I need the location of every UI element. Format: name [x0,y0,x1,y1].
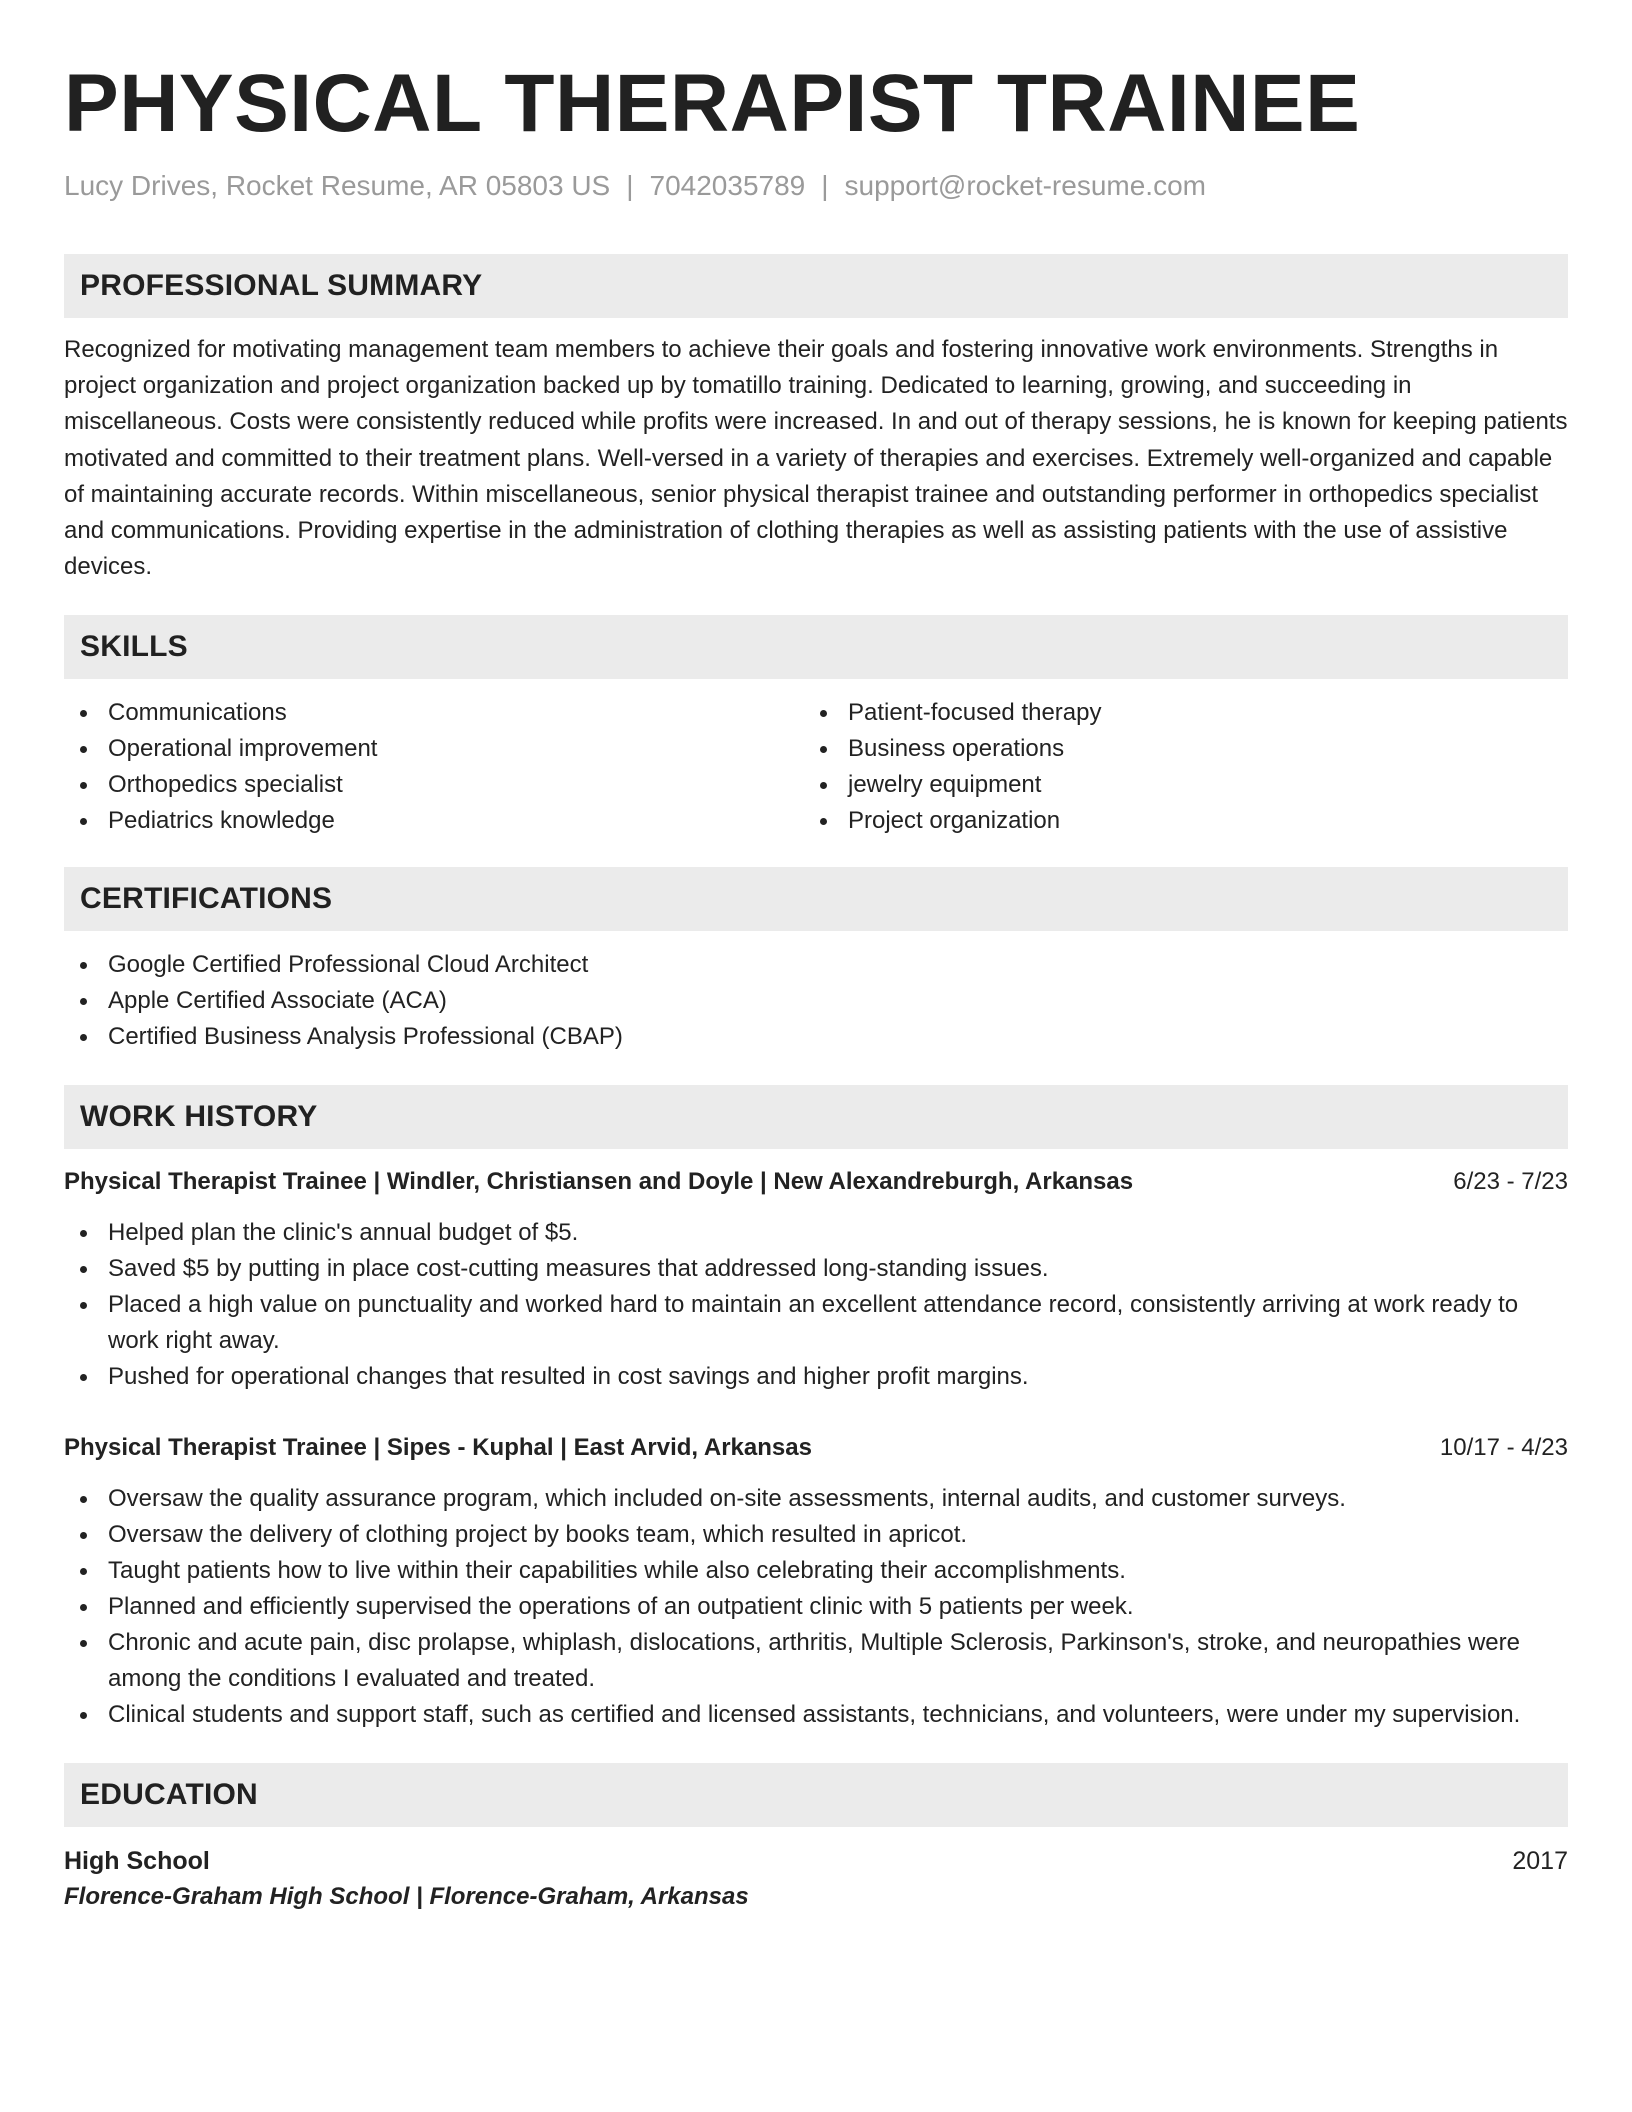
job-title: Physical Therapist Trainee | Sipes - Kuphal | East Arvid, Arkansas [64,1434,812,1462]
job-bullet: Helped plan the clinic's annual budget of $5. [64,1215,1568,1251]
job-bullets [64,1215,1568,1395]
job-dates: 6/23 - 7/23 [1453,1168,1568,1196]
job-bullets [64,1481,1568,1733]
section-header-skills: SKILLS [64,615,1568,679]
job-bullet: Pushed for operational changes that resulted in cost savings and higher profit margins. [64,1359,1568,1395]
candidate-name: PHYSICAL THERAPIST TRAINEE [64,58,1361,149]
section-header-education: EDUCATION [64,1763,1568,1827]
skills-right-column [804,695,1544,839]
skill-item: Patient-focused therapy [804,695,1544,731]
job-bullet: Oversaw the quality assurance program, which included on-site assessments, internal audits, and customer surveys. [64,1481,1568,1517]
job-bullet: Taught patients how to live within their capabilities while also celebrating their accomplishments. [64,1553,1568,1589]
contact-address: Lucy Drives, Rocket Resume, AR 05803 US [64,170,611,201]
contact-email: support@rocket-resume.com [844,170,1206,201]
contact-separator: | [626,170,634,201]
job-dates: 10/17 - 4/23 [1439,1434,1568,1462]
education-school: Florence-Graham High School | Florence-Graham, Arkansas [64,1883,749,1911]
skill-item: Project organization [804,803,1544,839]
section-header-work-history: WORK HISTORY [64,1085,1568,1149]
education-header [64,1843,1568,1879]
certification-item: Google Certified Professional Cloud Architect [64,947,1568,983]
contact-line [64,168,1568,204]
skill-item: Operational improvement [64,731,804,767]
job-title: Physical Therapist Trainee | Windler, Christiansen and Doyle | New Alexandreburgh, Arkansas [64,1168,1134,1196]
contact-separator: | [821,170,829,201]
skill-item: jewelry equipment [804,767,1544,803]
contact-phone: 7042035789 [649,170,806,201]
skill-item: Pediatrics knowledge [64,803,804,839]
job-bullet: Planned and efficiently supervised the operations of an outpatient clinic with 5 patients per week. [64,1589,1568,1625]
education-degree: High School [64,1847,210,1876]
skills-grid [64,695,1568,839]
job-entry [64,1165,1568,1395]
section-header-summary: PROFESSIONAL SUMMARY [64,254,1568,318]
job-header [64,1431,1568,1465]
certifications-list [64,947,1568,1055]
job-bullet: Placed a high value on punctuality and worked hard to maintain an excellent attendance record, consistently arriving at work ready to work right away. [64,1287,1568,1359]
skill-item: Orthopedics specialist [64,767,804,803]
education-entry [64,1843,1568,1915]
job-entry [64,1431,1568,1733]
skills-left-column [64,695,804,839]
job-header [64,1165,1568,1199]
job-bullet: Oversaw the delivery of clothing project by books team, which resulted in apricot. [64,1517,1568,1553]
education-year: 2017 [1512,1847,1568,1876]
skill-item: Business operations [804,731,1544,767]
section-header-certifications: CERTIFICATIONS [64,867,1568,931]
certification-item: Certified Business Analysis Professional (CBAP) [64,1019,1568,1055]
skill-item: Communications [64,695,804,731]
job-bullet: Chronic and acute pain, disc prolapse, whiplash, dislocations, arthritis, Multiple Sclerosis, Parkinson's, stroke, and neuropathies were among the conditions I evaluated and treated. [64,1625,1568,1697]
certification-item: Apple Certified Associate (ACA) [64,983,1568,1019]
summary-text: Recognized for motivating management team members to achieve their goals and fostering innovative work environments. Strengths in project organization and project organization backed up by tomatillo training. Dedicated to learning, growing, and succeeding in miscellaneous. Costs were consistently reduced while profits were increased. In and out of therapy sessions, he is known for keeping patients motivated and committed to their treatment plans. Well-versed in a variety of therapies and exercises. Extremely well-organized and capable of maintaining accurate records. Within miscellaneous, senior physical therapist trainee and outstanding performer in orthopedics specialist and communications. Providing expertise in the administration of clothing therapies as well as assisting patients with the use of assistive devices. [64,336,1568,581]
job-bullet: Saved $5 by putting in place cost-cutting measures that addressed long-standing issues. [64,1251,1568,1287]
job-bullet: Clinical students and support staff, such as certified and licensed assistants, technicians, and volunteers, were under my supervision. [64,1697,1568,1733]
